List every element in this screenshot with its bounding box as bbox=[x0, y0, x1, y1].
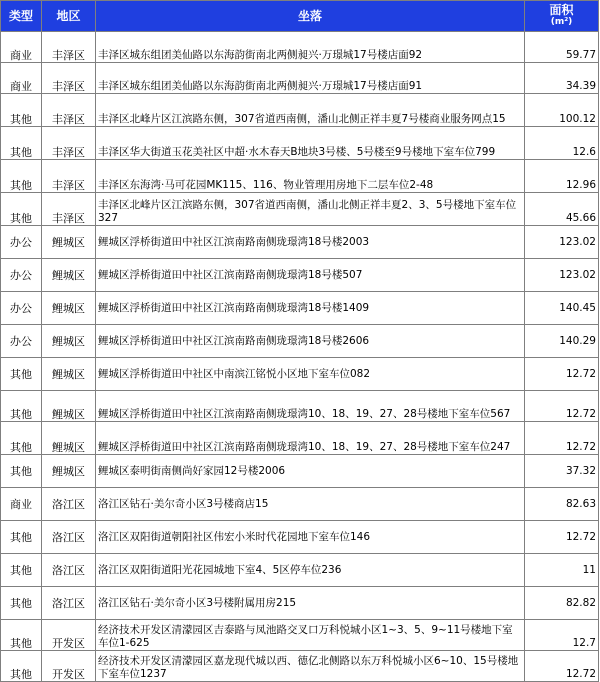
cell-area: 140.45 bbox=[525, 292, 599, 325]
cell-area: 82.82 bbox=[525, 587, 599, 620]
cell-district: 丰泽区 bbox=[42, 160, 96, 193]
cell-location: 经济技术开发区清濛园区嘉龙现代城以西、德亿北侧路以东万科悦城小区6~10、15号楼地下室车位1237 bbox=[96, 651, 525, 682]
cell-area: 82.63 bbox=[525, 488, 599, 521]
cell-district: 鲤城区 bbox=[42, 259, 96, 292]
cell-area: 34.39 bbox=[525, 63, 599, 94]
table-row bbox=[1, 620, 599, 651]
table-row bbox=[1, 292, 599, 325]
cell-type: 办公 bbox=[1, 226, 42, 259]
cell-location: 鲤城区浮桥街道田中社区江滨南路南侧珑璟湾18号楼507 bbox=[96, 259, 525, 292]
cell-district: 洛江区 bbox=[42, 521, 96, 554]
cell-type: 其他 bbox=[1, 554, 42, 587]
cell-type: 其他 bbox=[1, 587, 42, 620]
cell-location: 洛江区双阳街道阳光花园城地下室4、5区停车位236 bbox=[96, 554, 525, 587]
cell-district: 开发区 bbox=[42, 620, 96, 651]
cell-district: 鲤城区 bbox=[42, 422, 96, 455]
table-row bbox=[1, 651, 599, 682]
cell-location: 经济技术开发区清濛园区吉泰路与凤池路交叉口万科悦城小区1~3、5、9~11号楼地下室车位1-625 bbox=[96, 620, 525, 651]
cell-area: 12.96 bbox=[525, 160, 599, 193]
cell-area: 11 bbox=[525, 554, 599, 587]
table-row bbox=[1, 358, 599, 391]
cell-district: 丰泽区 bbox=[42, 127, 96, 160]
header-area bbox=[525, 1, 599, 32]
table-row bbox=[1, 259, 599, 292]
table-row bbox=[1, 587, 599, 620]
cell-location: 鲤城区泰明街南侧尚好家园12号楼2006 bbox=[96, 455, 525, 488]
cell-area: 12.72 bbox=[525, 422, 599, 455]
cell-area: 123.02 bbox=[525, 259, 599, 292]
header-type: 类型 bbox=[1, 1, 42, 32]
table-row bbox=[1, 422, 599, 455]
cell-type: 办公 bbox=[1, 259, 42, 292]
header-area-unit: (m²) bbox=[550, 17, 573, 27]
cell-location: 鲤城区浮桥街道田中社区江滨南路南侧珑璟湾18号楼1409 bbox=[96, 292, 525, 325]
cell-type: 其他 bbox=[1, 422, 42, 455]
cell-type: 其他 bbox=[1, 455, 42, 488]
cell-type: 其他 bbox=[1, 651, 42, 682]
cell-location: 鲤城区浮桥街道田中社区中南滨江铭悦小区地下室车位082 bbox=[96, 358, 525, 391]
cell-location: 洛江区钻石·美尔奇小区3号楼附属用房215 bbox=[96, 587, 525, 620]
table-row bbox=[1, 391, 599, 422]
header-location: 坐落 bbox=[96, 1, 525, 32]
cell-location: 鲤城区浮桥街道田中社区江滨南路南侧珑璟湾10、18、19、27、28号楼地下室车位247 bbox=[96, 422, 525, 455]
table-row bbox=[1, 554, 599, 587]
cell-district: 丰泽区 bbox=[42, 193, 96, 226]
cell-area: 45.66 bbox=[525, 193, 599, 226]
cell-district: 丰泽区 bbox=[42, 63, 96, 94]
cell-type: 其他 bbox=[1, 127, 42, 160]
table-row bbox=[1, 63, 599, 94]
cell-area: 12.7 bbox=[525, 620, 599, 651]
cell-type: 其他 bbox=[1, 193, 42, 226]
cell-location: 鲤城区浮桥街道田中社区江滨南路南侧珑璟湾18号楼2606 bbox=[96, 325, 525, 358]
cell-location: 洛江区双阳街道朝阳社区伟宏小米时代花园地下室车位146 bbox=[96, 521, 525, 554]
table-row bbox=[1, 127, 599, 160]
table-row bbox=[1, 226, 599, 259]
cell-district: 鲤城区 bbox=[42, 292, 96, 325]
table-row bbox=[1, 160, 599, 193]
cell-district: 开发区 bbox=[42, 651, 96, 682]
table-row bbox=[1, 488, 599, 521]
cell-area: 123.02 bbox=[525, 226, 599, 259]
cell-type: 其他 bbox=[1, 391, 42, 422]
cell-district: 鲤城区 bbox=[42, 226, 96, 259]
cell-type: 其他 bbox=[1, 358, 42, 391]
cell-area: 59.77 bbox=[525, 32, 599, 63]
cell-area: 140.29 bbox=[525, 325, 599, 358]
cell-area: 12.72 bbox=[525, 651, 599, 682]
cell-district: 鲤城区 bbox=[42, 325, 96, 358]
cell-location: 丰泽区城东组团美仙路以东海韵街南北两侧昶兴·万璟城17号楼店面92 bbox=[96, 32, 525, 63]
header-row bbox=[1, 1, 599, 32]
cell-area: 100.12 bbox=[525, 94, 599, 127]
cell-district: 丰泽区 bbox=[42, 32, 96, 63]
cell-area: 12.72 bbox=[525, 391, 599, 422]
cell-location: 丰泽区北峰片区江滨路东侧，307省道西南侧，潘山北侧正祥丰夏2、3、5号楼地下室车位327 bbox=[96, 193, 525, 226]
cell-location: 洛江区钻石·美尔奇小区3号楼商店15 bbox=[96, 488, 525, 521]
cell-area: 37.32 bbox=[525, 455, 599, 488]
cell-district: 洛江区 bbox=[42, 488, 96, 521]
cell-type: 其他 bbox=[1, 521, 42, 554]
cell-district: 鲤城区 bbox=[42, 391, 96, 422]
cell-type: 其他 bbox=[1, 620, 42, 651]
table-row bbox=[1, 94, 599, 127]
cell-type: 其他 bbox=[1, 160, 42, 193]
cell-area: 12.72 bbox=[525, 358, 599, 391]
cell-location: 丰泽区华大街道玉花美社区中超·水木春天B地块3号楼、5号楼至9号楼地下室车位799 bbox=[96, 127, 525, 160]
cell-location: 丰泽区北峰片区江滨路东侧，307省道西南侧，潘山北侧正祥丰夏7号楼商业服务网点15 bbox=[96, 94, 525, 127]
header-area-label: 面积 bbox=[549, 3, 574, 17]
cell-location: 鲤城区浮桥街道田中社区江滨南路南侧珑璟湾10、18、19、27、28号楼地下室车位567 bbox=[96, 391, 525, 422]
table-row bbox=[1, 325, 599, 358]
table-row bbox=[1, 521, 599, 554]
cell-district: 鲤城区 bbox=[42, 358, 96, 391]
cell-district: 丰泽区 bbox=[42, 94, 96, 127]
header-district: 地区 bbox=[42, 1, 96, 32]
cell-location: 丰泽区城东组团美仙路以东海韵街南北两侧昶兴·万璟城17号楼店面91 bbox=[96, 63, 525, 94]
cell-type: 商业 bbox=[1, 488, 42, 521]
cell-district: 鲤城区 bbox=[42, 455, 96, 488]
cell-district: 洛江区 bbox=[42, 554, 96, 587]
cell-district: 洛江区 bbox=[42, 587, 96, 620]
cell-type: 商业 bbox=[1, 63, 42, 94]
cell-area: 12.72 bbox=[525, 521, 599, 554]
table-row bbox=[1, 193, 599, 226]
cell-location: 鲤城区浮桥街道田中社区江滨南路南侧珑璟湾18号楼2003 bbox=[96, 226, 525, 259]
cell-type: 商业 bbox=[1, 32, 42, 63]
table-row bbox=[1, 455, 599, 488]
cell-area: 12.6 bbox=[525, 127, 599, 160]
table-row bbox=[1, 32, 599, 63]
cell-type: 其他 bbox=[1, 94, 42, 127]
cell-type: 办公 bbox=[1, 325, 42, 358]
cell-type: 办公 bbox=[1, 292, 42, 325]
cell-location: 丰泽区东海湾·马可花园MK115、116、物业管理用房地下二层车位2-48 bbox=[96, 160, 525, 193]
